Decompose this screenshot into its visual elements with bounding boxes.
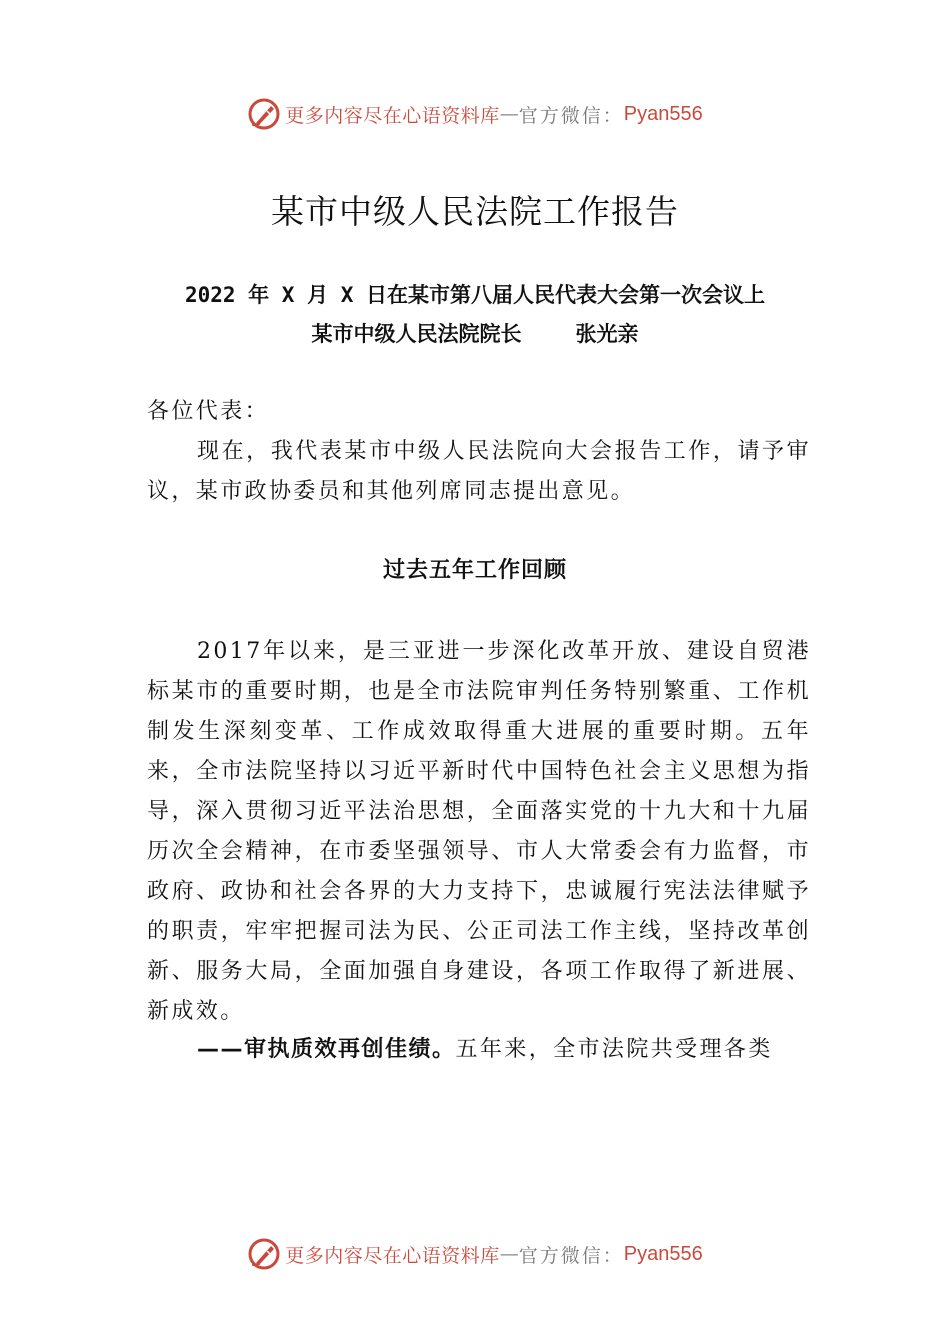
speaker-role: 某市中级人民法院院长 [311, 322, 522, 346]
header-watermark [0, 94, 950, 134]
watermark-separator: — [499, 103, 519, 125]
item-paragraph [147, 1030, 811, 1070]
watermark-wechat-id: Pyan556 [623, 1242, 703, 1265]
quill-pen-logo-icon [247, 97, 281, 131]
section-heading: 过去五年工作回顾 [382, 558, 567, 583]
item-text: 五年来，全市法院共受理各类 [455, 1037, 773, 1062]
subtitle-occasion: 2022 年 X 月 X 日在某市第八届人民代表大会第一次会议上 [184, 283, 766, 307]
salutation: 各位代表： [147, 399, 270, 424]
watermark-separator: — [499, 1243, 519, 1265]
intro-paragraph: 现在，我代表某市中级人民法院向大会报告工作，请予审议，某市政协委员和其他列席同志提出意见。 [147, 439, 811, 504]
watermark-text: 更多内容尽在心语资料库 [285, 104, 500, 127]
document-title: 某市中级人民法院工作报告 [271, 192, 679, 231]
item-lead: ——审执质效再创佳绩。 [197, 1037, 456, 1062]
watermark-label: 官方微信： [518, 1244, 624, 1267]
subtitle-speaker [0, 318, 950, 348]
watermark-label: 官方微信： [518, 104, 624, 127]
review-paragraph: 2017年以来，是三亚进一步深化改革开放、建设自贸港标某市的重要时期，也是全市法院审判任务特别繁重、工作机制发生深刻变革、工作成效取得重大进展的重要时期。五年来，全市法院坚持以习近平新时代中国特色社会主义思想为指导，深入贯彻习近平法治思想，全面落实党的十九大和十九届历次全会精神，在市委坚强领导、市人大常委会有力监督，市政府、政协和社会各界的大力支持下，忠诚履行宪法法律赋予的职责，牢牢把握司法为民、公正司法工作主线，坚持改革创新、服务大局，全面加强自身建设，各项工作取得了新进展、新成效。 [147, 639, 811, 1024]
footer-watermark [0, 1234, 950, 1274]
watermark-text: 更多内容尽在心语资料库 [285, 1244, 500, 1267]
speaker-name: 张光亲 [575, 322, 639, 346]
quill-pen-logo-icon [247, 1237, 281, 1271]
watermark-wechat-id: Pyan556 [623, 102, 703, 125]
